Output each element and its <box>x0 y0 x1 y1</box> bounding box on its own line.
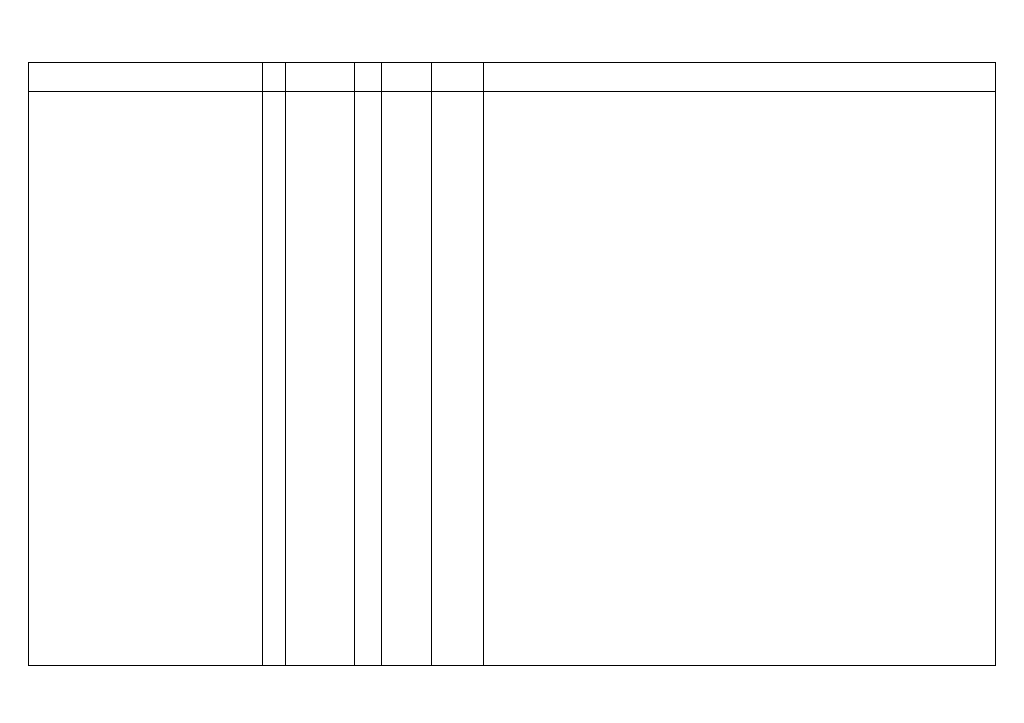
column-header-max-loan <box>285 63 354 91</box>
column-header-allowed-credit <box>354 63 381 91</box>
column-header-relation <box>483 63 995 91</box>
column-header-max-conditional-credit <box>381 63 431 91</box>
data-table <box>28 62 996 666</box>
column-header-name <box>29 63 262 91</box>
column-header-used-credit <box>431 63 483 91</box>
column-header-currency <box>262 63 285 91</box>
